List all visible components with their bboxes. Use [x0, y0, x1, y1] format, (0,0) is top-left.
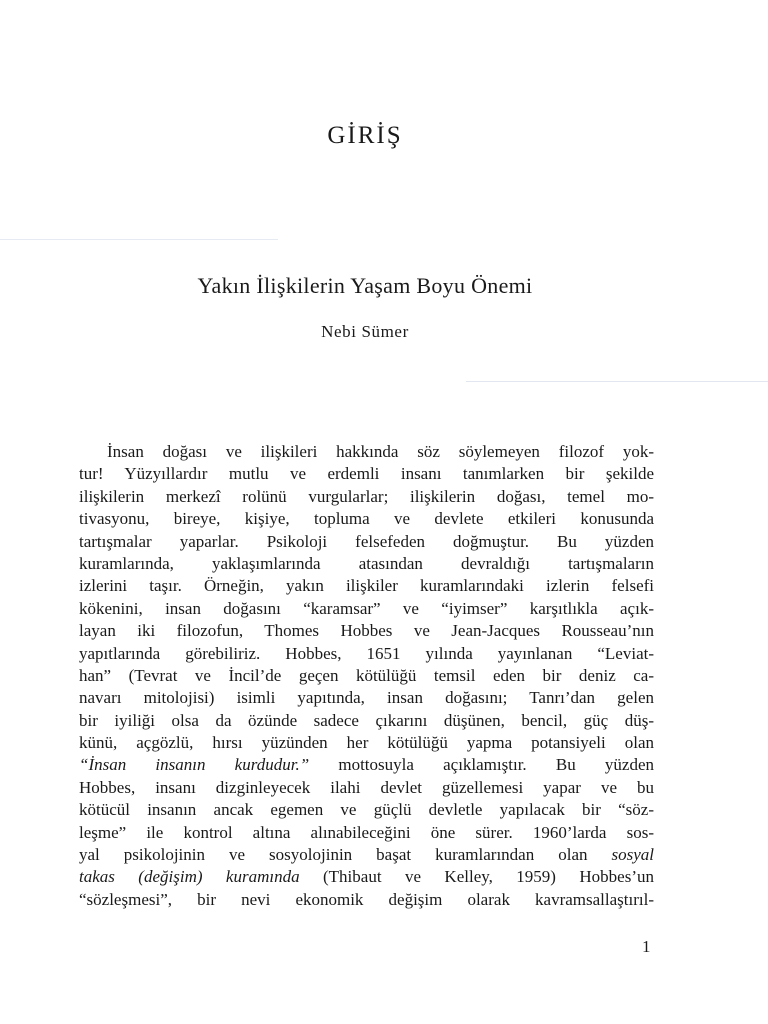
body-line: izlerini taşır. Örneğin, yakın ilişkiler kuramlarındaki izlerin felsefi: [79, 576, 654, 596]
body-line: künü, açgözlü, hırsı yüzünden her kötülüğü yapma potansiyeli olan: [79, 733, 654, 753]
body-paragraph: [79, 441, 654, 911]
body-line: [79, 866, 654, 888]
body-line: kötücül insanın ancak egemen ve güçlü devletle yapılacak bir “söz-: [79, 800, 654, 820]
body-line-rest: mottosuyla açıklamıştır. Bu yüzden: [309, 755, 654, 775]
body-line-rest: (Thibaut ve Kelley, 1959) Hobbes’un: [299, 867, 654, 887]
body-line: İnsan doğası ve ilişkileri hakkında söz söylemeyen filozof yok-: [107, 442, 654, 461]
body-line: ilişkilerin merkezî rolünü vurgularlar; ilişkilerin doğası, temel mo-: [79, 486, 654, 506]
body-line: layan iki filozofun, Thomes Hobbes ve Jean-Jacques Rousseau’nın: [79, 621, 654, 641]
body-line: han” (Tevrat ve İncil’de geçen kötülüğü temsil eden bir deniz ca-: [79, 665, 654, 685]
body-line: tur! Yüzyıllardır mutlu ve erdemli insanı tanımlarken bir şekilde: [79, 464, 654, 484]
chapter-title: GİRİŞ: [327, 122, 403, 149]
body-line: [79, 844, 654, 866]
body-line: kökenini, insan doğasını “karamsar” ve “iyimser” karşıtlıkla açık-: [79, 598, 654, 618]
body-line: Hobbes, insanı dizginleyecek ilahi devlet güzellemesi yapar ve bu: [79, 777, 654, 797]
body-line: leşme” ile kontrol altına alınabileceğini öne sürer. 1960’larda sos-: [79, 822, 654, 842]
italic-term: takas (değişim) kuramında: [79, 867, 300, 887]
body-line: “sözleşmesi”, bir nevi ekonomik değişim olarak kavramsallaştırıl-: [79, 889, 654, 909]
section-title: Yakın İlişkilerin Yaşam Boyu Önemi: [197, 273, 533, 298]
italic-quote: “İnsan insanın kurdudur.”: [79, 755, 310, 775]
page-number: 1: [642, 937, 651, 956]
body-line: bir iyiliği olsa da özünde sadece çıkarını düşünen, bencil, güç düş-: [79, 710, 654, 730]
italic-term: sosyal: [611, 845, 654, 865]
divider-right: [466, 381, 768, 382]
body-line: tivasyonu, bireye, kişiye, topluma ve devlete etkileri konusunda: [79, 509, 654, 529]
body-line: navarı mitolojisi) isimli yapıtında, insan doğasını; Tanrı’dan gelen: [79, 688, 654, 708]
body-line: [79, 754, 654, 776]
divider-left: [0, 239, 278, 240]
body-line: kuramlarında, yaklaşımlarında atasından devraldığı tartışmaların: [79, 553, 654, 573]
body-line: yapıtlarında görebiliriz. Hobbes, 1651 yılında yayınlanan “Leviat-: [79, 643, 654, 663]
body-line: tartışmalar yaparlar. Psikoloji felsefeden doğmuştur. Bu yüzden: [79, 531, 654, 551]
author-name: Nebi Sümer: [321, 322, 409, 341]
body-line-start: yal psikolojinin ve sosyolojinin başat kuramlarından olan: [79, 845, 612, 865]
